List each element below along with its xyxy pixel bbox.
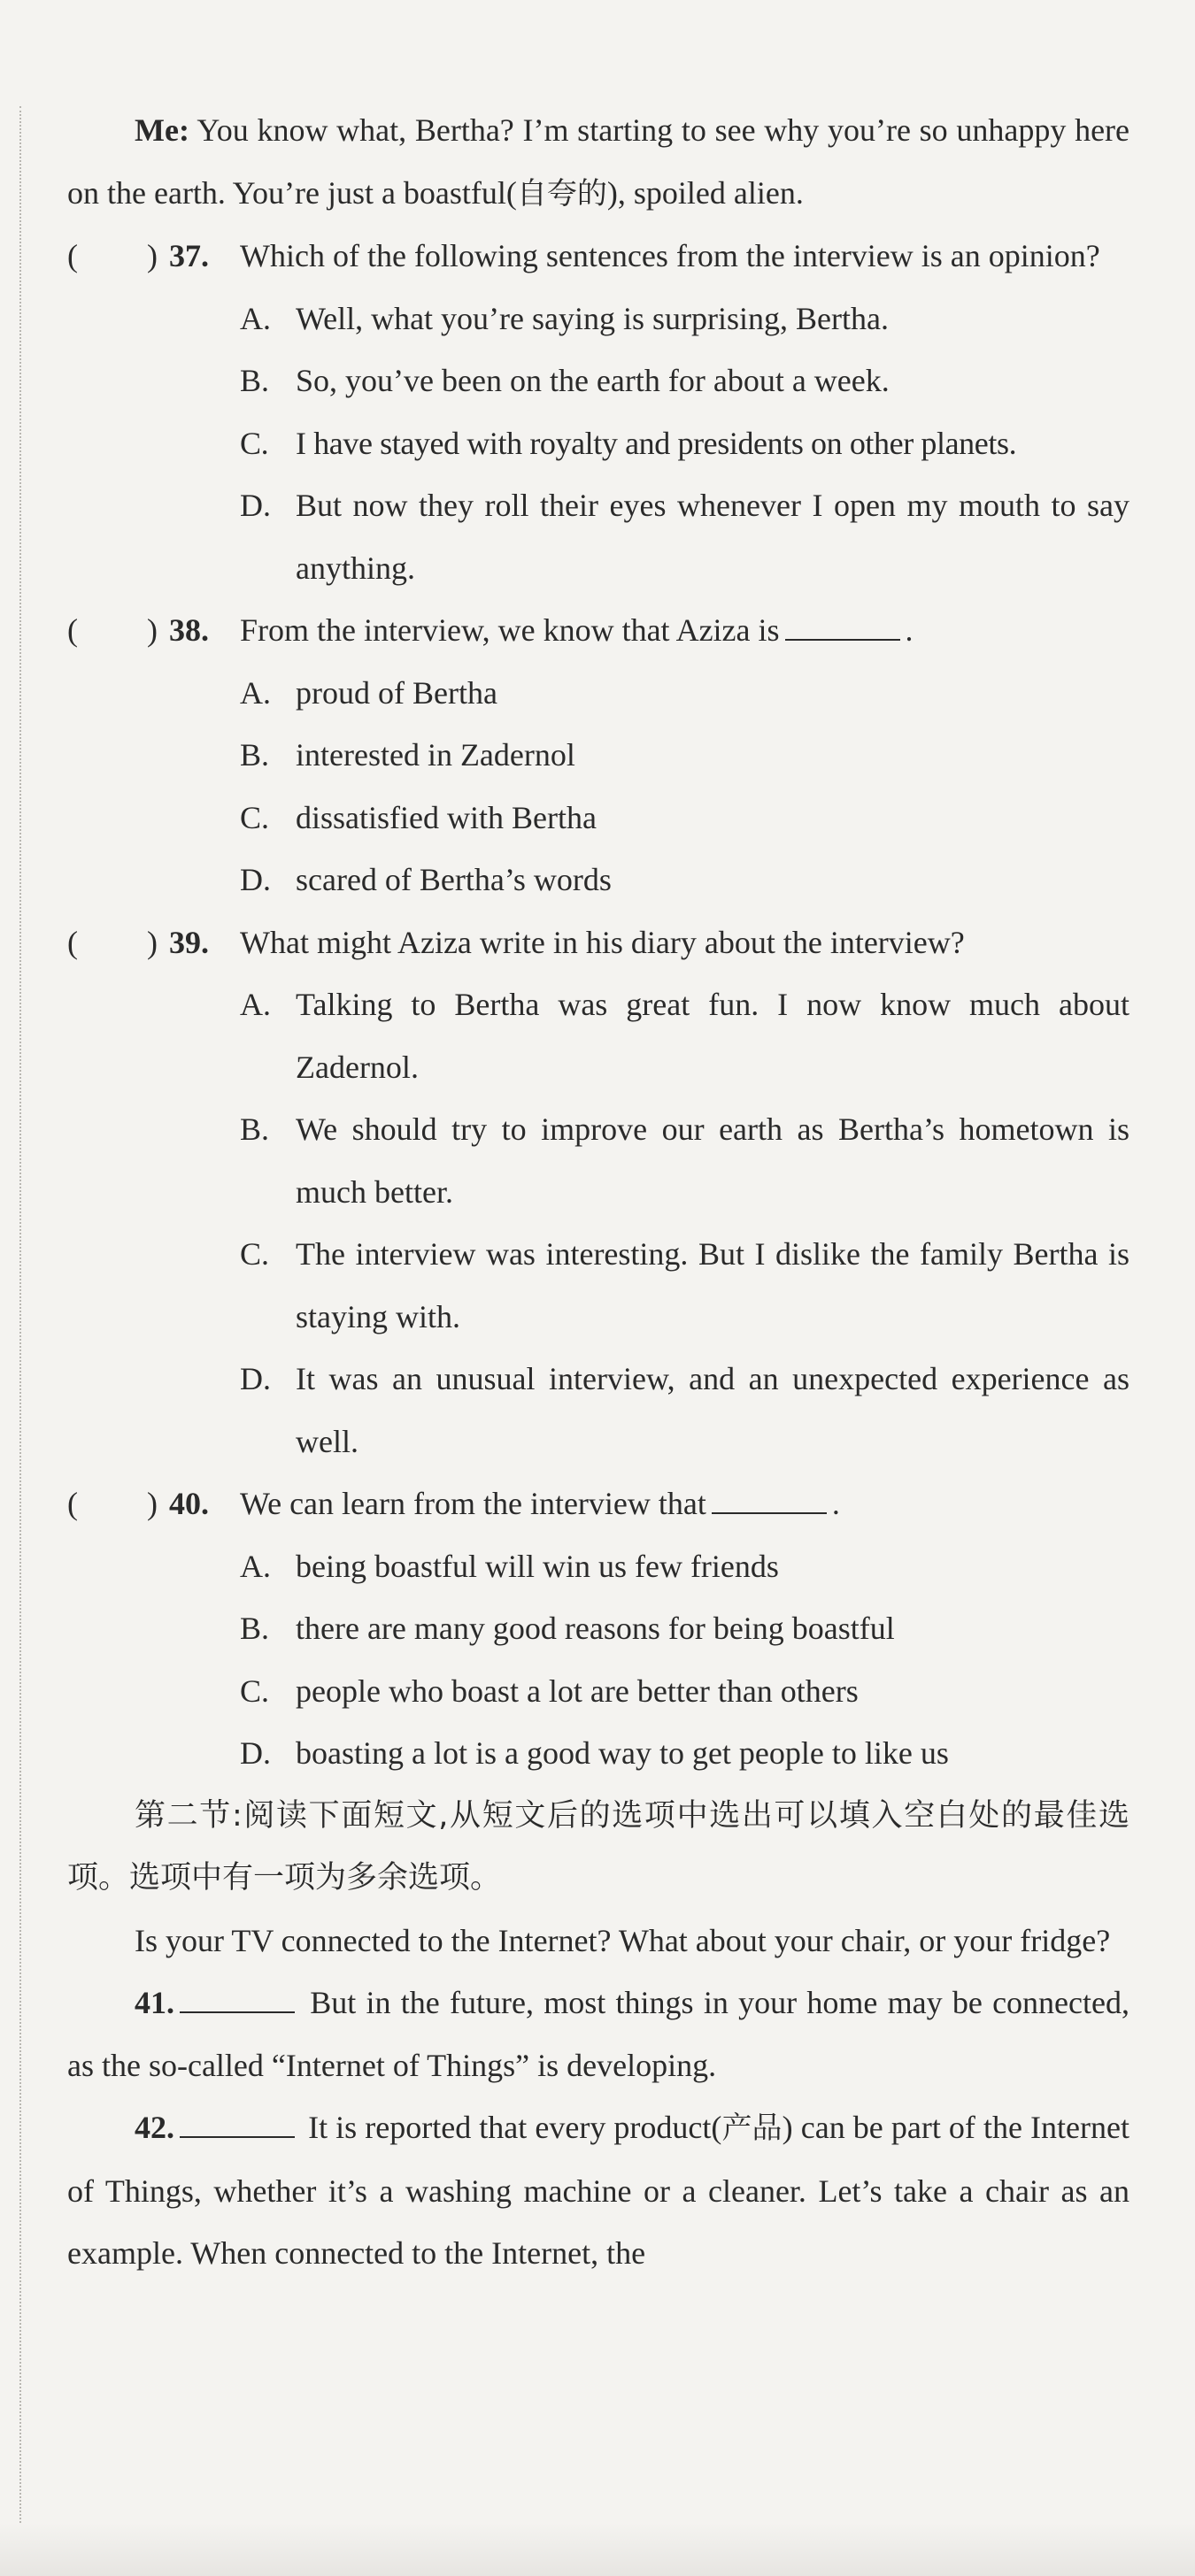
option-b: B. We should try to improve our earth as Bertha’s hometown is much better.: [240, 1111, 1129, 1210]
option-b: B. there are many good reasons for being boastful: [240, 1611, 895, 1646]
blank-number: 41.: [135, 1985, 174, 2020]
option-b: B. So, you’ve been on the earth for about a week.: [240, 363, 890, 398]
chinese-gloss: 产品: [721, 2111, 783, 2146]
option-c: C. dissatisfied with Bertha: [240, 799, 597, 835]
passage-paragraph-41: 41. But in the future, most things in your home may be connected, as the so-called “Internet of Things” is developing.: [67, 1985, 1129, 2083]
question-stem: ( ) 39. What might Aziza write in his diary about the interview?: [67, 911, 1129, 974]
question-40: [67, 1473, 1129, 1785]
passage-paragraph-42: 42. It is reported that every product(产品) can be part of the Internet of Things, whether it’s a washing machine or a cleaner. Let’s take a chair as an example. When connected to the Internet, the: [67, 2110, 1129, 2271]
option-a: A. Well, what you’re saying is surprising, Bertha.: [240, 300, 889, 336]
question-stem: ( ) 37. Which of the following sentences from the interview is an opinion?: [67, 225, 1129, 288]
answer-blank: [180, 2110, 295, 2138]
question-38: [67, 599, 1129, 911]
chinese-gloss: 自夸的: [516, 175, 607, 211]
answer-blank: [785, 612, 900, 641]
question-number: 39.: [169, 924, 209, 960]
question-37: [67, 225, 1129, 599]
option-c: C. I have stayed with royalty and presidents on other planets.: [240, 425, 1017, 461]
option-a: A. being boastful will win us few friends: [240, 1548, 779, 1584]
option-c: C. The interview was interesting. But I dislike the family Bertha is staying with.: [240, 1236, 1129, 1334]
option-d: D. boasting a lot is a good way to get people to like us: [240, 1735, 949, 1771]
question-number: 40.: [169, 1486, 209, 1521]
answer-blank: [712, 1486, 827, 1514]
blank-number: 42.: [135, 2110, 174, 2145]
option-d: D. But now they roll their eyes whenever I open my mouth to say anything.: [240, 488, 1129, 586]
option-d: D. scared of Bertha’s words: [240, 862, 612, 897]
answer-blank: [180, 1985, 295, 2013]
option-c: C. people who boast a lot are better than others: [240, 1672, 859, 1709]
scan-shadow: [0, 2523, 1195, 2576]
question-stem: ( ) 38. From the interview, we know that Aziza is .: [67, 599, 1129, 662]
passage-paragraph-1: Is your TV connected to the Internet? What about your chair, or your fridge?: [135, 1922, 1111, 1958]
option-a: A. proud of Bertha: [240, 674, 497, 711]
option-d: D. It was an unusual interview, and an unexpected experience as well.: [240, 1361, 1129, 1459]
speaker-label: Me: [135, 112, 179, 148]
question-39: [67, 911, 1129, 1473]
question-stem: ( ) 40. We can learn from the interview that .: [67, 1473, 1129, 1535]
section-instruction: 第二节:阅读下面短文,从短文后的选项中选出可以填入空白处的最佳选项。选项中有一项为多余选项。: [67, 1797, 1129, 1895]
question-number: 37.: [169, 238, 209, 273]
dialogue-paragraph: Me: You know what, Bertha? I’m starting to see why you’re so unhappy here on the earth. You’re just a boastful(自夸的), spoiled alien.: [67, 112, 1130, 211]
dialogue-text: You know what, Bertha? I’m starting to see why you’re: [189, 112, 911, 148]
option-b: B. interested in Zadernol: [240, 737, 575, 773]
page-binding-edge: [19, 106, 21, 2523]
document-page: [67, 99, 1129, 2285]
question-number: 38.: [169, 612, 209, 648]
option-a: A. Talking to Bertha was great fun. I now know much about Zadernol.: [240, 987, 1129, 1085]
